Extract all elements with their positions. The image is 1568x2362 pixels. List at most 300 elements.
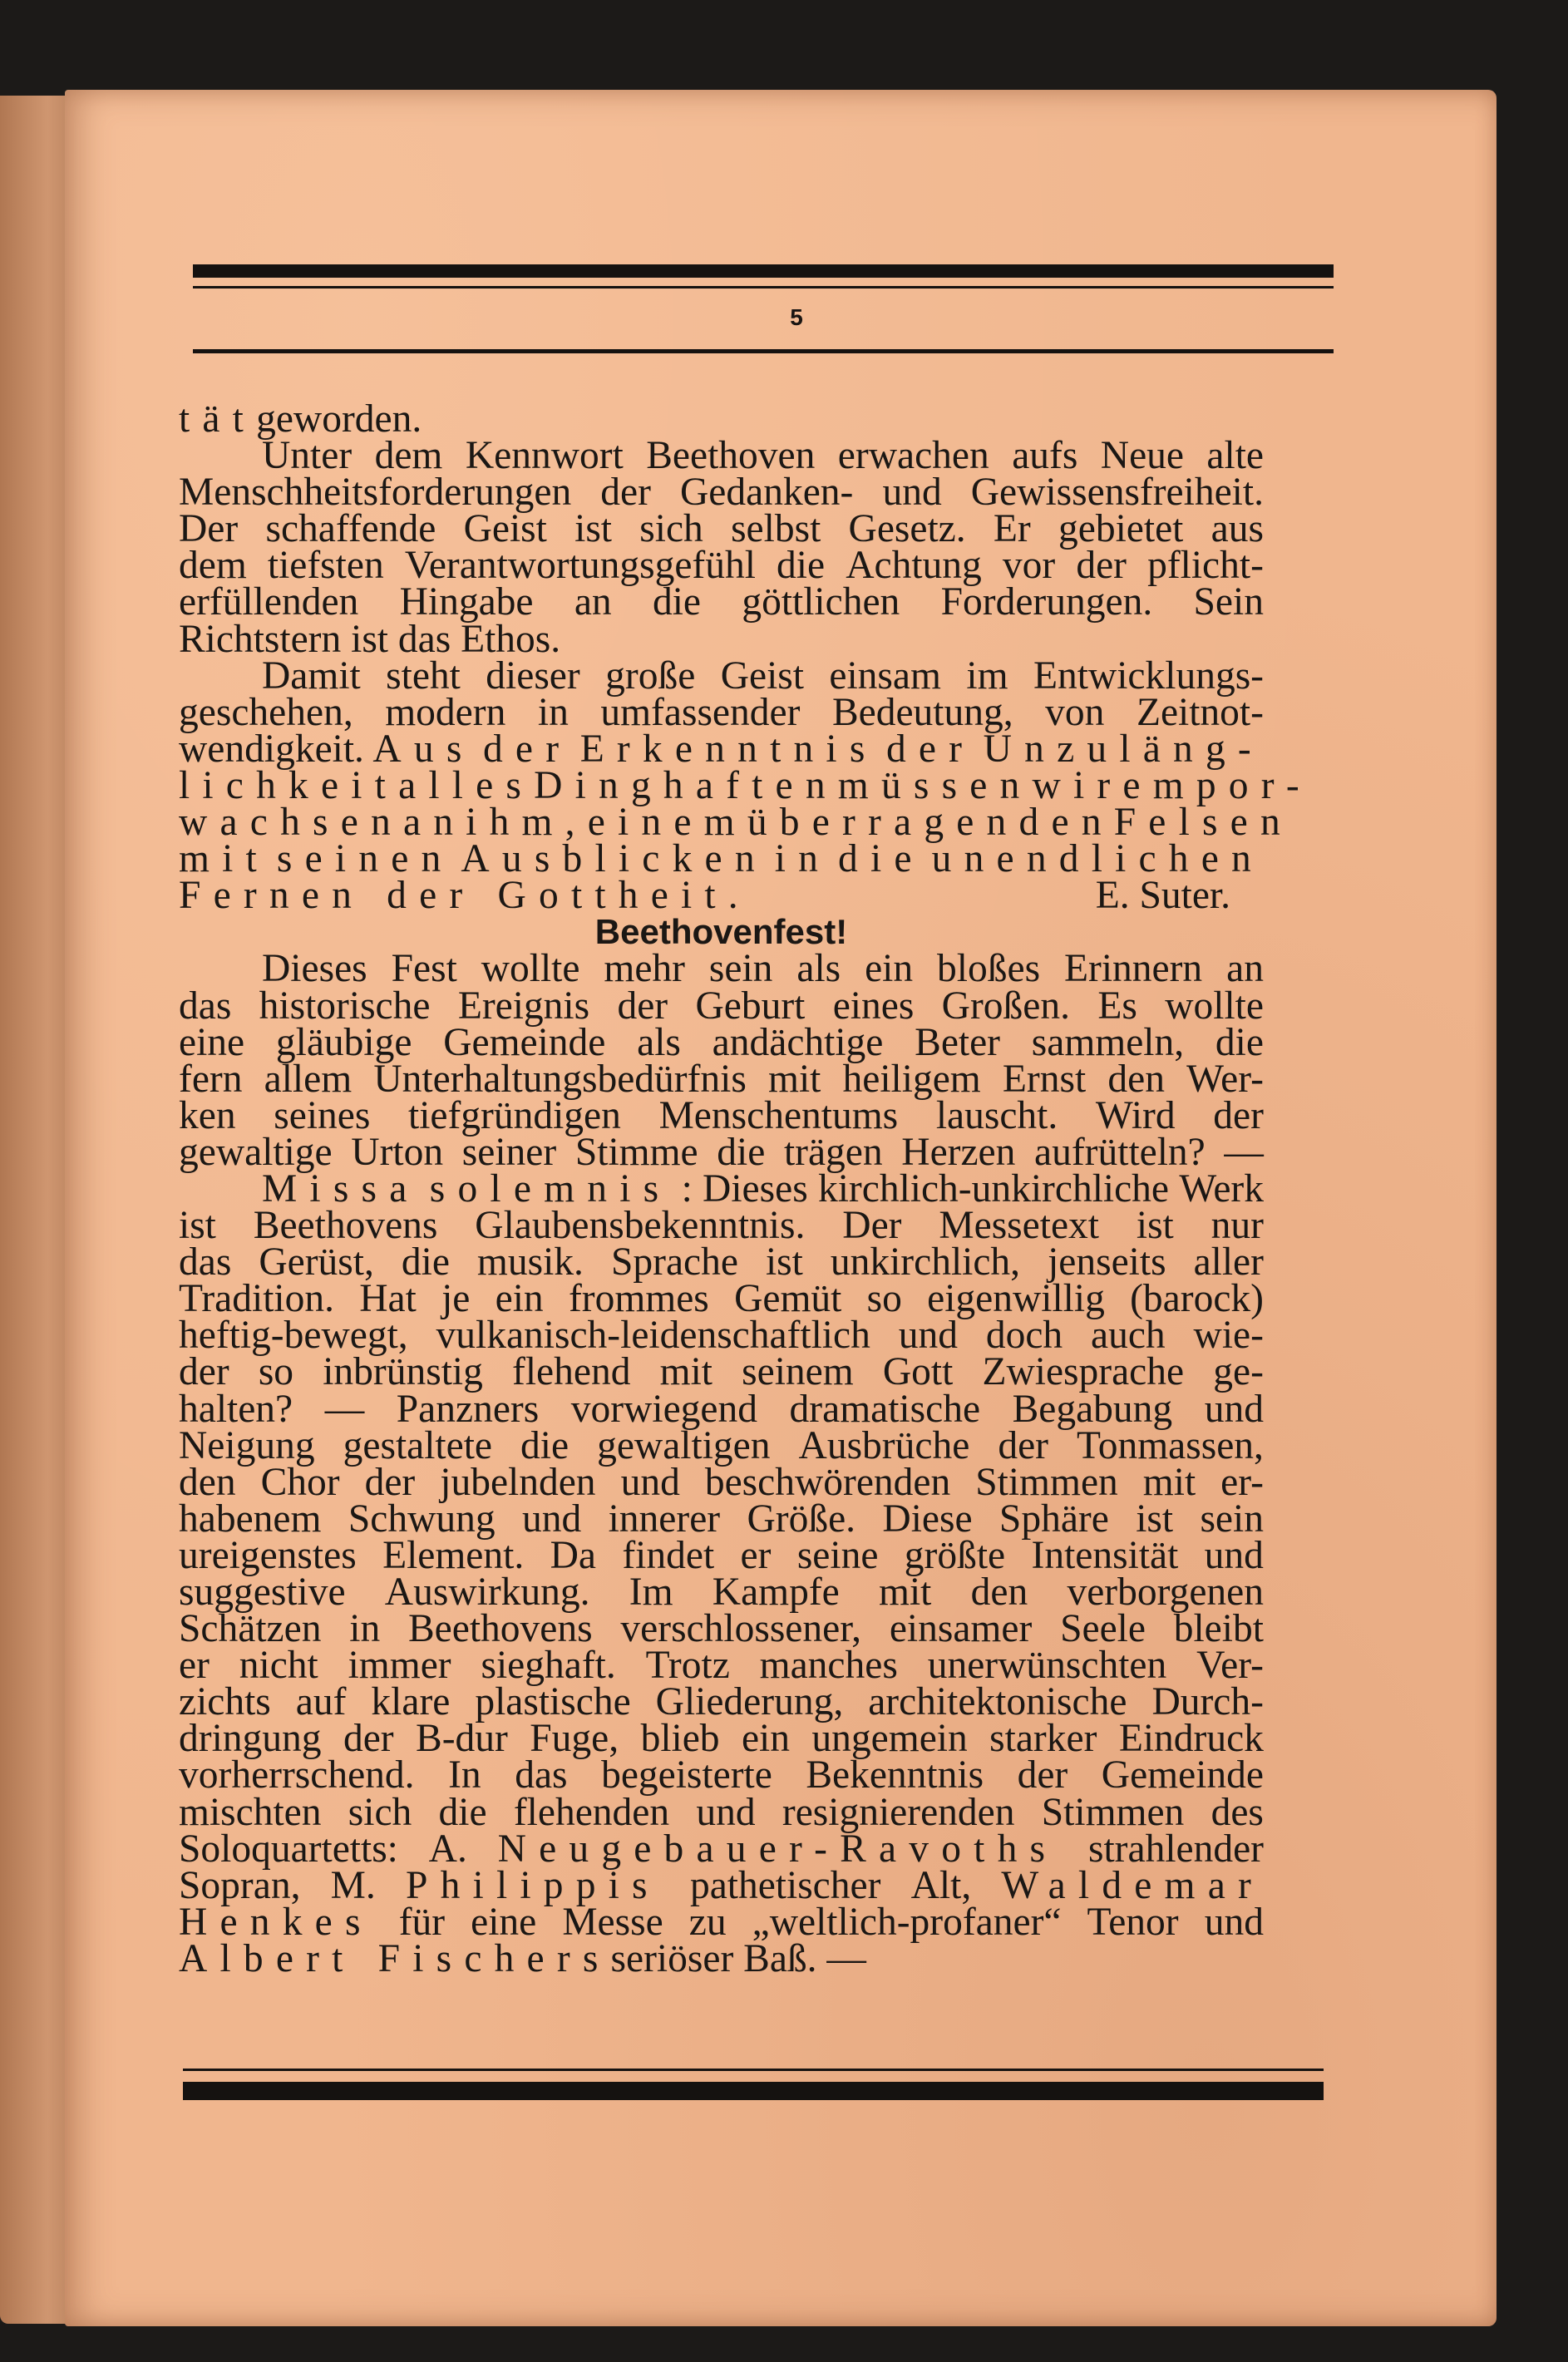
text-line: [179, 397, 1264, 441]
text-run: er-: [1220, 1460, 1264, 1504]
text-run: dem: [374, 434, 443, 478]
spaced-emphasis-text: Ausblicken: [461, 837, 767, 881]
text-run: vorwiegend: [570, 1387, 757, 1431]
text-line: [179, 1680, 1264, 1724]
text-line: [179, 1423, 1264, 1467]
text-run: Beethoven: [646, 434, 816, 478]
text-run: sein: [708, 947, 773, 991]
text-run: Beter: [915, 1020, 1001, 1064]
text-run: lauscht.: [935, 1093, 1058, 1137]
text-run: Ver-: [1196, 1644, 1264, 1688]
text-run: und: [620, 1460, 680, 1504]
text-line: [179, 1314, 1264, 1358]
spaced-emphasis-text: unendlichen: [931, 837, 1264, 881]
bottom-thin-rule: [183, 2069, 1324, 2071]
text-run: auch: [1091, 1314, 1166, 1358]
text-run: zu: [688, 1900, 727, 1944]
text-run: —: [324, 1387, 365, 1431]
text-line: [179, 1644, 1264, 1688]
spaced-emphasis-text: Henkes: [179, 1900, 373, 1944]
text-line: [179, 1057, 1264, 1101]
spaced-emphasis-text: solemnis: [429, 1166, 672, 1211]
text-run: Bedeutung,: [831, 690, 1013, 734]
text-run: sich: [639, 507, 703, 551]
text-run: steht: [386, 653, 461, 698]
text-run: das: [179, 1240, 232, 1285]
text-run: Neigung: [179, 1423, 315, 1467]
text-run: Erinnern: [1064, 947, 1203, 991]
text-run: Trotz: [645, 1644, 730, 1688]
text-run: der: [1213, 1093, 1264, 1137]
text-run: geschehen,: [179, 690, 353, 734]
text-run: B-dur: [416, 1717, 508, 1761]
text-run: so: [866, 1277, 902, 1321]
text-run: mit: [659, 1350, 713, 1394]
text-line: [179, 1460, 1264, 1504]
text-run: begeisterte: [601, 1753, 772, 1797]
text-run: Herzen: [901, 1130, 1016, 1174]
text-run: unkirchlich,: [830, 1240, 1021, 1285]
text-run: Element.: [382, 1533, 525, 1577]
text-line: [179, 1350, 1264, 1394]
text-run: Wer-: [1186, 1057, 1264, 1101]
text-run: Gemeinde: [443, 1020, 606, 1064]
text-run: pathetischer: [689, 1863, 881, 1907]
text-run: eigenwillig: [927, 1277, 1105, 1321]
text-run: er: [179, 1644, 210, 1688]
text-run: so: [258, 1350, 294, 1394]
text-run: Diese: [882, 1497, 973, 1541]
text-run: Der: [179, 507, 239, 551]
text-run: Durch-: [1151, 1680, 1264, 1724]
text-run: innerer: [608, 1497, 721, 1541]
text-line: [179, 727, 1264, 771]
text-line: [179, 1166, 1264, 1211]
section-heading: Beethovenfest!: [594, 912, 848, 952]
text-line: [179, 1717, 1264, 1761]
text-run: Kennwort: [465, 434, 624, 478]
text-run: Gemeinde: [1101, 1753, 1264, 1797]
text-run: Werk: [1179, 1166, 1264, 1211]
text-run: Er: [993, 507, 1031, 551]
text-run: und: [1204, 1387, 1264, 1431]
text-run: mit: [768, 1057, 821, 1101]
text-run: habenem: [179, 1497, 322, 1541]
text-run: musik.: [476, 1240, 584, 1285]
spaced-emphasis-text: die: [838, 837, 925, 881]
text-run: historische: [259, 984, 431, 1028]
spaced-emphasis-text: der: [885, 727, 975, 771]
text-line: [179, 1277, 1264, 1321]
text-run: immer: [348, 1644, 451, 1688]
text-run: und: [898, 1314, 958, 1358]
text-run: des: [1211, 1790, 1264, 1834]
text-run: andächtige: [712, 1020, 884, 1064]
text-run: das: [179, 984, 232, 1028]
spaced-emphasis-text: Neugebauer-Ravoths: [497, 1827, 1058, 1871]
text-run: Soloquartetts:: [179, 1827, 398, 1871]
text-run: Großen.: [941, 984, 1070, 1028]
text-run: Achtung: [846, 544, 982, 588]
text-run: dramatische: [789, 1387, 981, 1431]
top-thick-rule: [193, 264, 1334, 278]
text-run: pflicht-: [1147, 544, 1264, 588]
article-body: [179, 397, 1312, 1980]
text-run: Messetext: [939, 1204, 1099, 1248]
text-run: Verantwortungsgefühl: [404, 544, 756, 588]
spaced-emphasis-text: Missa: [262, 1166, 420, 1211]
text-run: gewaltige: [179, 1130, 333, 1174]
text-run: Gedanken-: [680, 471, 854, 515]
text-run: manches: [759, 1644, 898, 1688]
text-run: ein: [495, 1277, 544, 1321]
text-run: blieb: [640, 1717, 720, 1761]
text-run: Tradition.: [179, 1277, 334, 1321]
text-line: [179, 1863, 1264, 1907]
text-run: Sopran,: [179, 1863, 301, 1907]
text-run: gewaltigen: [597, 1423, 771, 1467]
text-run: ureigenstes: [179, 1533, 357, 1577]
spaced-emphasis-text: Dinghaften: [534, 763, 838, 807]
text-run: seinem: [742, 1350, 854, 1394]
spaced-emphasis-text: Unzuläng-: [983, 727, 1264, 771]
text-run: ein: [865, 947, 914, 991]
text-run: Unter: [262, 434, 353, 478]
spaced-emphasis-text: Waldemar: [1001, 1863, 1264, 1907]
text-line: [179, 947, 1264, 991]
text-run: fern: [179, 1057, 243, 1101]
text-run: große: [605, 653, 696, 698]
text-run: wendigkeit.: [179, 727, 364, 771]
text-run: dringung: [179, 1717, 322, 1761]
text-run: Ereignis: [457, 984, 590, 1028]
text-run: sieghaft.: [481, 1644, 616, 1688]
text-run: seines: [274, 1093, 371, 1137]
text-run: eines: [832, 984, 915, 1028]
text-run: die: [438, 1790, 487, 1834]
text-run: Schätzen: [179, 1607, 322, 1651]
text-run: in: [537, 690, 569, 734]
text-run: Stimme: [574, 1130, 698, 1174]
text-run: Kampfe: [712, 1571, 840, 1614]
text-run: Panzners: [396, 1387, 540, 1431]
spaced-emphasis-text: empor-: [1122, 763, 1312, 807]
text-run: Gesetz.: [848, 507, 966, 551]
text-run: nur: [1211, 1204, 1264, 1248]
text-run: jubelnden: [440, 1460, 596, 1504]
text-run: plastische: [475, 1680, 631, 1724]
text-run: mehr: [604, 947, 685, 991]
text-line: [179, 1753, 1264, 1797]
text-run: ungemein: [811, 1717, 968, 1761]
text-run: sich: [348, 1790, 412, 1834]
text-line: [179, 1936, 1264, 1980]
author-signature: E. Suter.: [1095, 874, 1230, 918]
text-run: flehenden: [513, 1790, 670, 1834]
text-run: ist: [1136, 1497, 1174, 1541]
text-run: ist: [1136, 1204, 1174, 1248]
text-run: Gliederung,: [655, 1680, 844, 1724]
text-run: von: [1045, 690, 1105, 734]
text-run: in: [349, 1607, 381, 1651]
text-run: —: [1224, 1130, 1264, 1174]
spaced-emphasis-text: wir: [1032, 763, 1123, 807]
text-run: Beethovens: [253, 1204, 438, 1248]
text-run: unerwünschten: [927, 1644, 1167, 1688]
text-run: starker: [989, 1717, 1097, 1761]
text-run: die: [401, 1240, 450, 1285]
text-run: aus: [1211, 507, 1264, 551]
text-run: mischten: [179, 1790, 322, 1834]
text-line: [179, 1571, 1264, 1614]
text-run: Eindruck: [1118, 1717, 1264, 1761]
text-run: findet: [622, 1533, 715, 1577]
text-run: eine: [471, 1900, 537, 1944]
text-run: ge-: [1213, 1350, 1264, 1394]
spaced-emphasis-text: lichkeit: [179, 763, 399, 807]
text-run: Größe.: [747, 1497, 856, 1541]
text-run: trägen: [783, 1130, 883, 1174]
text-line: [179, 1387, 1264, 1431]
text-run: den: [1107, 1057, 1165, 1101]
top-thin-rule: [193, 286, 1334, 288]
text-run: Schwung: [348, 1497, 496, 1541]
text-run: flehend: [512, 1350, 631, 1394]
text-run: In: [448, 1753, 481, 1797]
text-line: [179, 1607, 1264, 1651]
text-run: Stimmen: [1041, 1790, 1185, 1834]
text-line: [179, 1240, 1264, 1285]
text-run: göttlichen: [742, 580, 900, 624]
text-run: umfassender: [600, 690, 801, 734]
text-run: an: [1226, 947, 1264, 991]
text-line: [179, 984, 1264, 1028]
spaced-emphasis-text: in: [774, 837, 831, 881]
text-run: Sprache: [610, 1240, 738, 1285]
text-run: A.: [428, 1827, 467, 1871]
text-run: als: [796, 947, 841, 991]
text-run: ist: [179, 1204, 216, 1248]
text-run: ein: [741, 1717, 790, 1761]
text-run: schaffende: [265, 507, 436, 551]
text-run: die: [520, 1423, 570, 1467]
text-run: dieser: [486, 653, 580, 698]
text-run: der: [600, 471, 651, 515]
text-run: Sein: [1193, 580, 1264, 624]
text-run: einsam: [829, 653, 941, 698]
text-line: [179, 434, 1264, 478]
text-run: die: [777, 544, 826, 588]
text-run: Fuge,: [530, 1717, 619, 1761]
text-run: der: [1076, 544, 1127, 588]
text-run: dem: [179, 544, 247, 588]
text-run: kirchlich-unkirchliche: [817, 1166, 1170, 1211]
text-run: ist: [765, 1240, 803, 1285]
text-run: mit: [879, 1571, 932, 1614]
text-run: Tonmassen,: [1077, 1423, 1264, 1467]
spaced-emphasis-text: tät: [179, 397, 257, 441]
text-run: eine: [179, 1020, 245, 1064]
header-underline-rule: [193, 349, 1334, 353]
text-run: erwachen: [837, 434, 989, 478]
text-line: [179, 763, 1312, 807]
text-run: bleibt: [1173, 1607, 1264, 1651]
text-run: wie-: [1193, 1314, 1264, 1358]
text-run: wollte: [481, 947, 580, 991]
spaced-emphasis-text: alles: [398, 763, 535, 807]
text-line: [179, 544, 1264, 588]
text-run: aufs: [1012, 434, 1078, 478]
text-line: [179, 837, 1264, 881]
text-run: nicht: [239, 1644, 318, 1688]
text-run: doch: [985, 1314, 1063, 1358]
text-run: verborgenen: [1067, 1571, 1264, 1614]
text-line: [179, 874, 1264, 918]
text-run: den: [179, 1460, 236, 1504]
text-run: für: [398, 1900, 446, 1944]
text-run: inbrünstig: [323, 1350, 483, 1394]
text-run: Geist: [463, 507, 547, 551]
spaced-emphasis-text: mit: [179, 837, 269, 881]
text-run: er: [740, 1533, 772, 1577]
text-line: [179, 507, 1264, 551]
text-run: modern: [385, 690, 506, 734]
text-run: Ausbrüche: [798, 1423, 970, 1467]
text-line: [179, 1900, 1264, 1944]
text-run: den: [970, 1571, 1028, 1614]
text-line: [179, 1204, 1264, 1248]
text-run: der: [617, 984, 668, 1028]
text-run: ken: [179, 1093, 236, 1137]
text-run: aufrütteln?: [1034, 1130, 1206, 1174]
text-run: Hat: [359, 1277, 417, 1321]
text-line: [179, 1130, 1264, 1174]
text-run: Zeitnot-: [1136, 690, 1264, 734]
text-run: selbst: [731, 507, 821, 551]
text-run: allem: [264, 1057, 353, 1101]
text-run: Gerüst,: [259, 1240, 374, 1285]
text-run: Tenor: [1087, 1900, 1179, 1944]
text-line: [179, 1497, 1264, 1541]
text-run: Im: [629, 1571, 673, 1614]
text-run: Hingabe: [399, 580, 534, 624]
text-line: [179, 690, 1264, 734]
text-run: Ernst: [1002, 1057, 1087, 1101]
text-run: auf: [295, 1680, 347, 1724]
spaced-emphasis-text: Aus: [372, 727, 475, 771]
text-run: an: [574, 580, 612, 624]
text-run: „weltlich-profaner“: [752, 1900, 1062, 1944]
text-run: Entwicklungs-: [1033, 653, 1264, 698]
text-run: und: [1204, 1900, 1264, 1944]
text-run: Menschentums: [658, 1093, 899, 1137]
text-run: im: [966, 653, 1008, 698]
text-line: [179, 1533, 1264, 1577]
text-run: frommes: [568, 1277, 709, 1321]
text-run: Fest: [391, 947, 457, 991]
spaced-emphasis-text: der: [482, 727, 572, 771]
text-run: resignierenden: [782, 1790, 1015, 1834]
text-line: [179, 1827, 1264, 1871]
text-run: (barock): [1130, 1277, 1264, 1321]
text-run: der: [364, 1460, 416, 1504]
text-run: ist: [574, 507, 613, 551]
text-run: seiner: [461, 1130, 557, 1174]
spaced-emphasis-text: Philippis: [405, 1863, 660, 1907]
text-line: [179, 1790, 1264, 1834]
text-run: tiefgründigen: [408, 1093, 621, 1137]
spaced-emphasis-text: ihm,: [466, 801, 588, 845]
text-run: Intensität: [1031, 1533, 1179, 1577]
bottom-thick-rule: [183, 2082, 1324, 2100]
text-run: Seele: [1060, 1607, 1146, 1651]
text-run: Chor: [260, 1460, 340, 1504]
text-run: Unterhaltungsbedürfnis: [373, 1057, 747, 1101]
text-run: der: [1017, 1753, 1068, 1797]
text-run: das: [515, 1753, 568, 1797]
text-run: Gewissensfreiheit.: [970, 471, 1264, 515]
spaced-emphasis-text: Erkenntnis: [579, 727, 878, 771]
text-run: bloßes: [937, 947, 1041, 991]
text-run: und: [882, 471, 942, 515]
text-run: beschwörenden: [704, 1460, 951, 1504]
text-run: Es: [1097, 984, 1137, 1028]
text-run: halten?: [179, 1387, 293, 1431]
text-run: Alt,: [910, 1863, 972, 1907]
text-run: die: [1215, 1020, 1264, 1064]
text-run: größte: [904, 1533, 1006, 1577]
text-run: und: [521, 1497, 582, 1541]
text-run: sein: [1200, 1497, 1264, 1541]
text-run: gebietet: [1058, 507, 1184, 551]
text-run: verschlossener,: [620, 1607, 862, 1651]
text-run: tiefsten: [267, 544, 384, 588]
text-run: Stimmen: [975, 1460, 1118, 1504]
spaced-emphasis-text: Albert Fischers: [179, 1936, 611, 1980]
text-run: suggestive: [179, 1571, 346, 1614]
text-run: Beethovens: [408, 1607, 593, 1651]
text-run: der: [998, 1423, 1048, 1467]
text-run: M.: [330, 1863, 376, 1907]
text-run: Auswirkung.: [384, 1571, 590, 1614]
text-run: Urton: [351, 1130, 444, 1174]
text-run: aller: [1193, 1240, 1264, 1285]
page-number: 5: [790, 304, 803, 330]
text-run: vorherrschend.: [179, 1753, 415, 1797]
text-run: je: [441, 1277, 471, 1321]
text-run: Messe: [562, 1900, 663, 1944]
text-run: die: [652, 580, 702, 624]
text-run: klare: [371, 1680, 451, 1724]
spaced-emphasis-text: Felsen: [1113, 801, 1293, 845]
text-run: alte: [1206, 434, 1264, 478]
text-run: vor: [1002, 544, 1056, 588]
spaced-emphasis-text: wachsen: [179, 801, 403, 845]
text-run: Forderungen.: [940, 580, 1153, 624]
text-run: Gott: [882, 1350, 954, 1394]
text-line: [179, 1020, 1264, 1064]
text-run: Wird: [1095, 1093, 1176, 1137]
text-line: [179, 801, 1293, 845]
text-run: einsamer: [889, 1607, 1033, 1651]
text-run: Da: [550, 1533, 596, 1577]
text-run: mit: [1142, 1460, 1196, 1504]
text-run: erfüllenden: [179, 580, 359, 624]
text-run: :: [681, 1166, 693, 1211]
text-run: Geist: [720, 653, 804, 698]
text-run: als: [637, 1020, 681, 1064]
text-run: Bekenntnis: [806, 1753, 984, 1797]
